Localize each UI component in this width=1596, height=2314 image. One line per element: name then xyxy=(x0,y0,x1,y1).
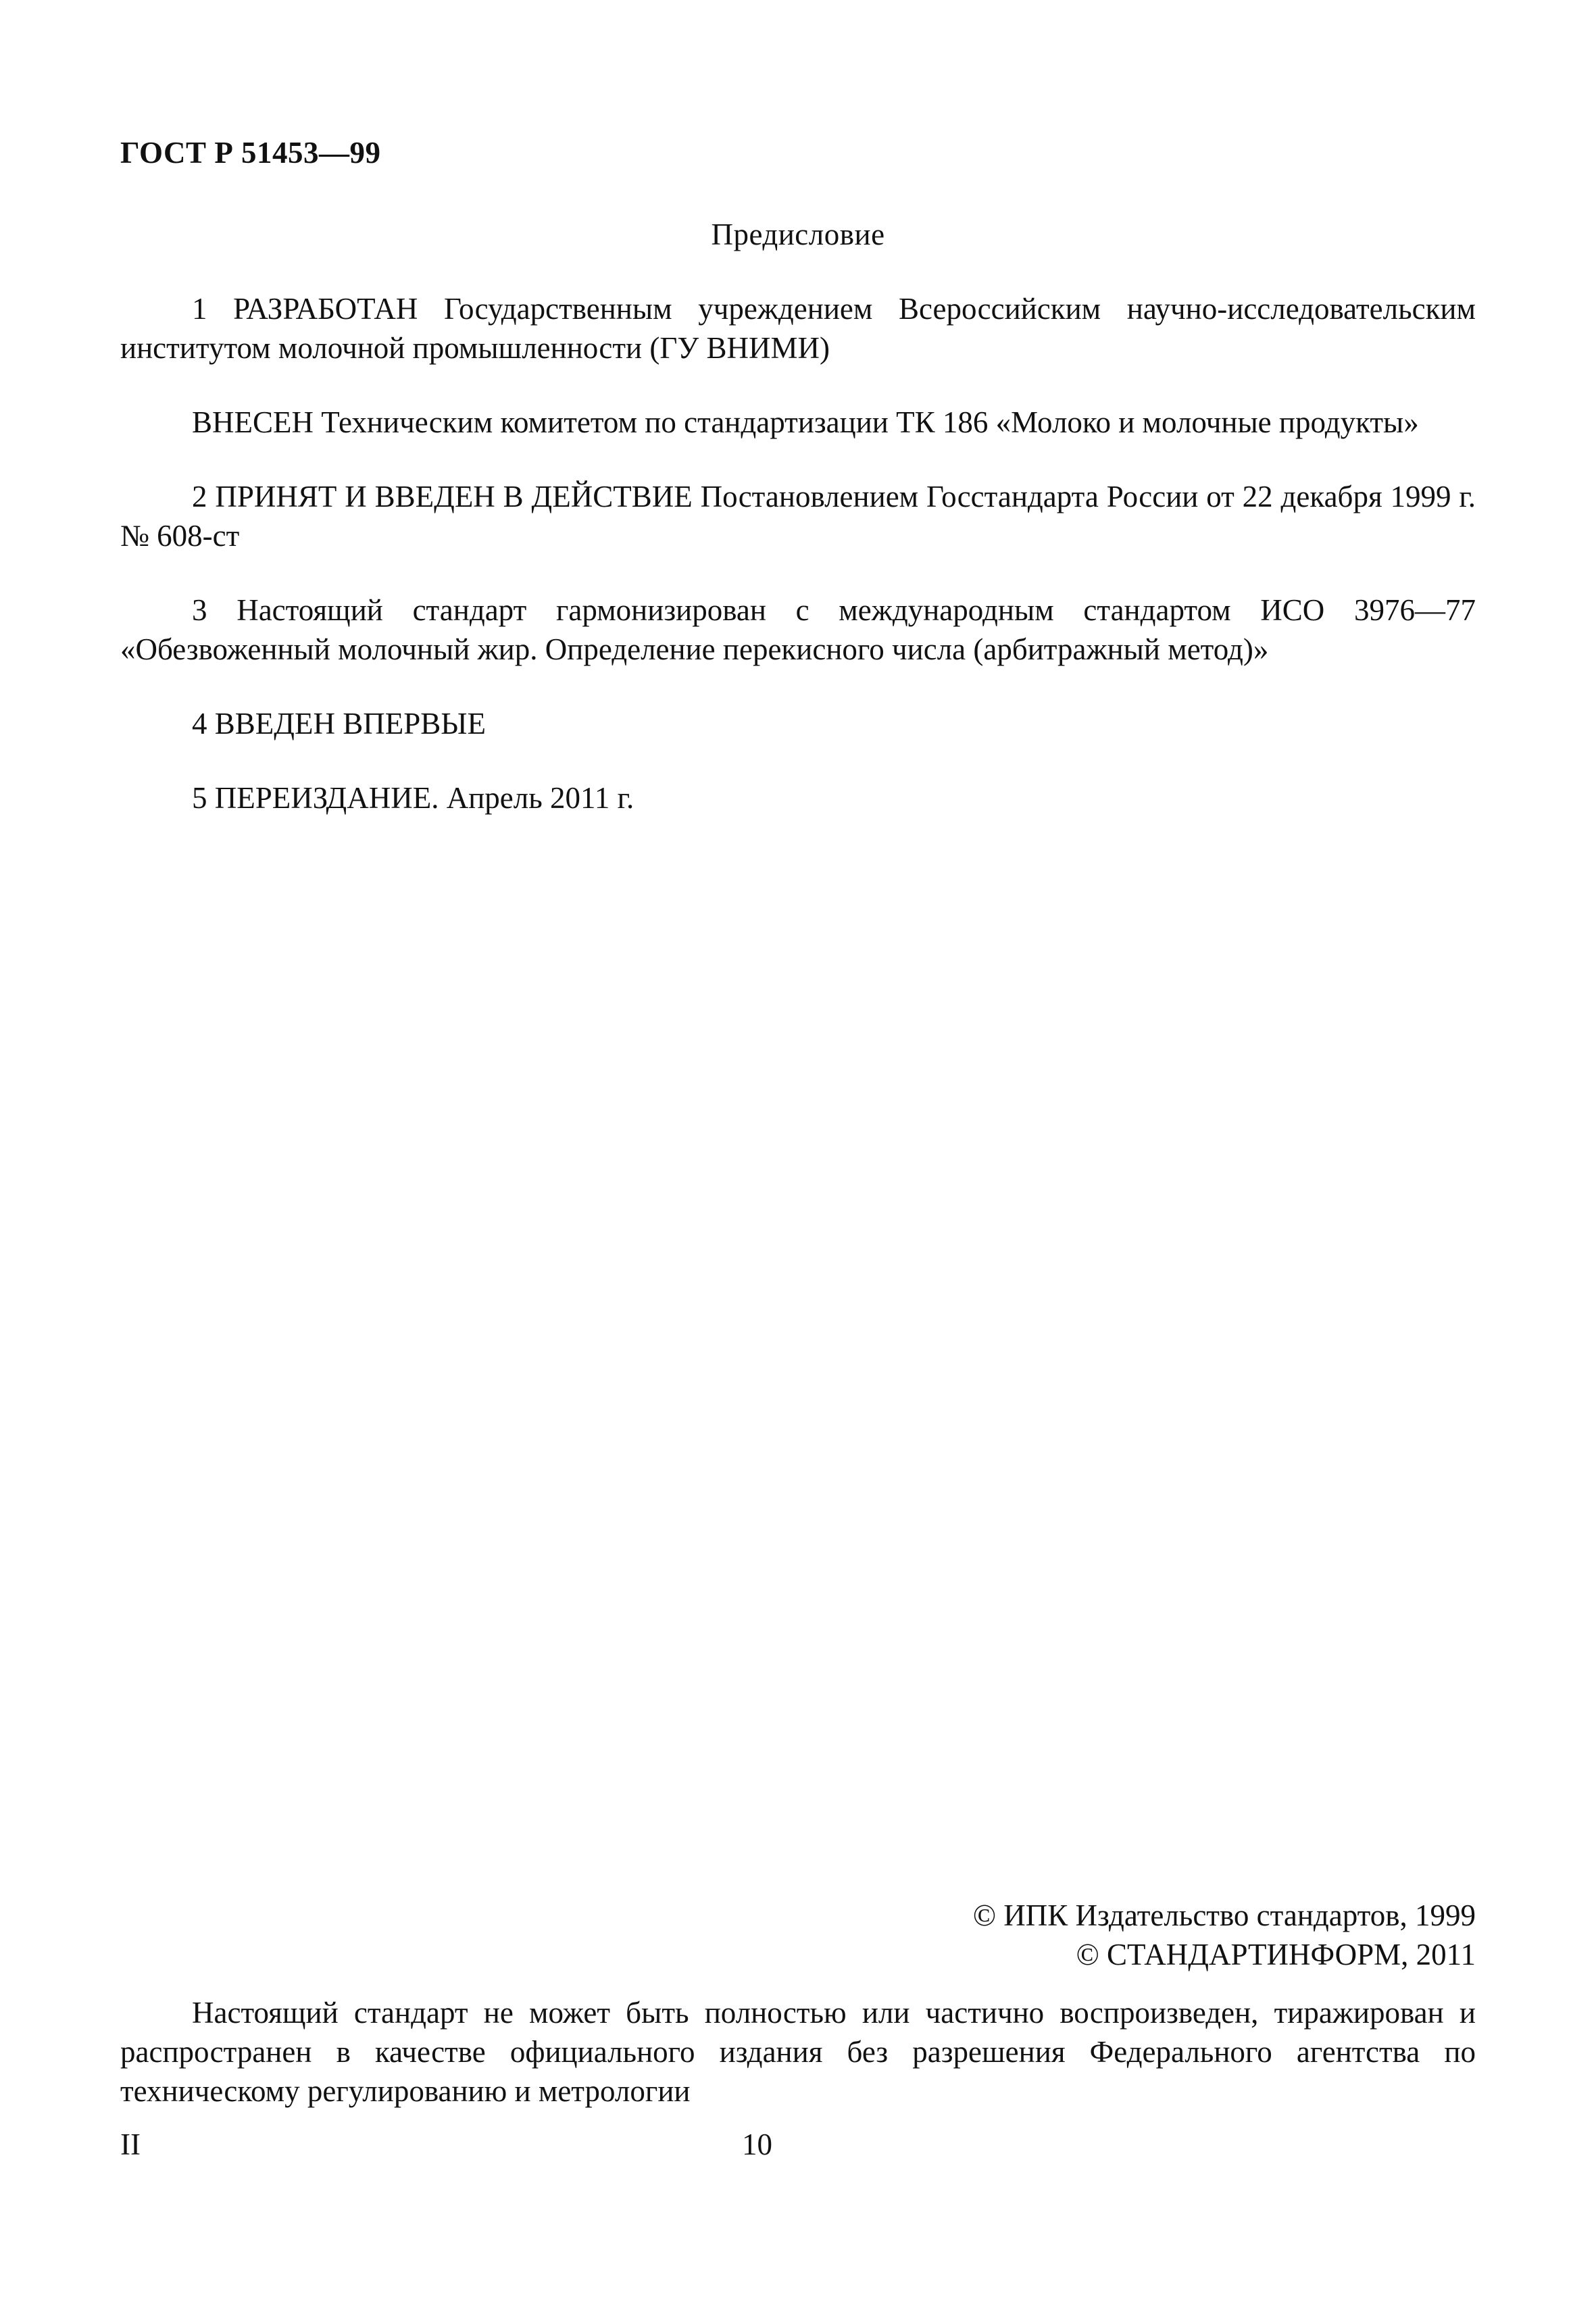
preface-paragraph-1: 1 РАЗРАБОТАН Государственным учреждением Всероссийским научно-исследовательским институтом молочной промышленности (ГУ ВНИМИ) xyxy=(120,292,1476,365)
preface-paragraph-6: 5 ПЕРЕИЗДАНИЕ. Апрель 2011 г. xyxy=(192,781,634,815)
copyright-line-2: © СТАНДАРТИНФОРМ, 2011 xyxy=(1076,1938,1476,1971)
preface-title: Предисловие xyxy=(711,218,885,251)
page-roman-numeral: II xyxy=(120,2128,141,2161)
reproduction-notice: Настоящий стандарт не может быть полностью или частично воспроизведен, тиражирован и распространен в качестве официального издания без разрешения Федерального агентства по техническому регулированию и метрологии xyxy=(120,1996,1476,2108)
preface-paragraph-2: ВНЕСЕН Техническим комитетом по стандартизации ТК 186 «Молоко и молочные продукты» xyxy=(192,405,1419,439)
copyright-line-1: © ИПК Издательство стандартов, 1999 xyxy=(972,1898,1476,1932)
page-number: 10 xyxy=(742,2128,772,2161)
preface-paragraph-5: 4 ВВЕДЕН ВПЕРВЫЕ xyxy=(192,707,486,740)
document-code: ГОСТ Р 51453—99 xyxy=(120,136,381,170)
copyright-block xyxy=(973,1896,1476,1974)
preface-section xyxy=(120,215,1476,818)
preface-paragraph-4: 3 Настоящий стандарт гармонизирован с международным стандартом ИСО 3976—77 «Обезвоженный молочный жир. Определение перекисного числа (арбитражный метод)» xyxy=(120,593,1476,666)
preface-paragraph-3: 2 ПРИНЯТ И ВВЕДЕН В ДЕЙСТВИЕ Постановлением Госстандарта России от 22 декабря 1999 г. № 608-ст xyxy=(120,480,1476,553)
